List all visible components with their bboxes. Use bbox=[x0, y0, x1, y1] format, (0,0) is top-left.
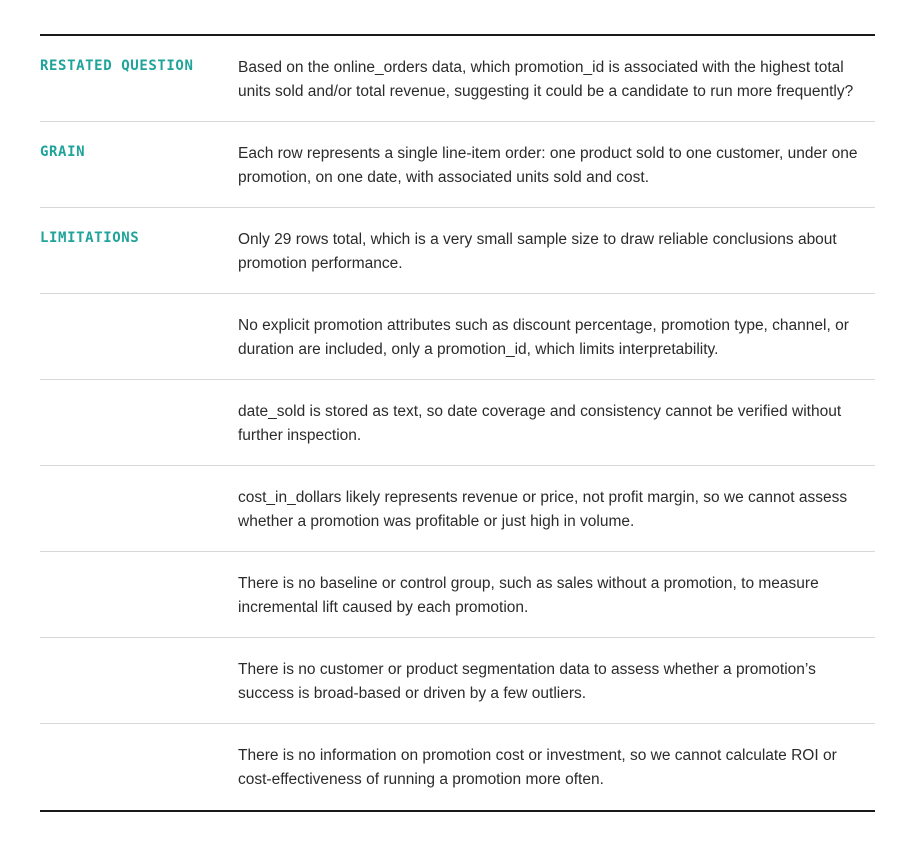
limitations-label: LIMITATIONS bbox=[40, 230, 140, 246]
limitation-item-text: date_sold is stored as text, so date coverage and consistency cannot be verified without further inspection. bbox=[238, 403, 842, 444]
limitation-item-text: There is no customer or product segmentation data to assess whether a promotion’s success is broad-based or driven by a few outliers. bbox=[238, 661, 816, 702]
limitations-row bbox=[40, 294, 875, 380]
limitation-item-text: cost_in_dollars likely represents revenue or price, not profit margin, so we cannot assess whether a promotion was profitable or just high in volume. bbox=[238, 489, 848, 530]
limitations-row bbox=[40, 724, 875, 810]
restated-question-row bbox=[40, 36, 875, 122]
limitations-row bbox=[40, 638, 875, 724]
limitations-row bbox=[40, 466, 875, 552]
grain-text: Each row represents a single line-item order: one product sold to one customer, under one promotion, on one date, with associated units sold and cost. bbox=[238, 145, 858, 186]
grain-row bbox=[40, 122, 875, 208]
empty-label-cell bbox=[40, 552, 238, 637]
limitation-item-text: There is no information on promotion cost or investment, so we cannot calculate ROI or cost-effectiveness of running a promotion more often. bbox=[238, 747, 837, 788]
empty-label-cell bbox=[40, 638, 238, 723]
grain-label: GRAIN bbox=[40, 144, 86, 160]
limitation-item-text: There is no baseline or control group, such as sales without a promotion, to measure incremental lift caused by each promotion. bbox=[238, 575, 819, 616]
restated-question-text: Based on the online_orders data, which promotion_id is associated with the highest total units sold and/or total revenue, suggesting it could be a candidate to run more frequently? bbox=[238, 59, 854, 100]
limitations-row bbox=[40, 552, 875, 638]
restated-question-label: RESTATED QUESTION bbox=[40, 58, 194, 74]
limitation-item-text: Only 29 rows total, which is a very small sample size to draw reliable conclusions about promotion performance. bbox=[238, 231, 837, 272]
limitations-row bbox=[40, 208, 875, 294]
empty-label-cell bbox=[40, 466, 238, 551]
empty-label-cell bbox=[40, 294, 238, 379]
limitation-item-text: No explicit promotion attributes such as discount percentage, promotion type, channel, or duration are included, only a promotion_id, which limits interpretability. bbox=[238, 317, 849, 358]
empty-label-cell bbox=[40, 724, 238, 810]
empty-label-cell bbox=[40, 380, 238, 465]
analysis-summary-table bbox=[40, 34, 875, 812]
limitations-row bbox=[40, 380, 875, 466]
